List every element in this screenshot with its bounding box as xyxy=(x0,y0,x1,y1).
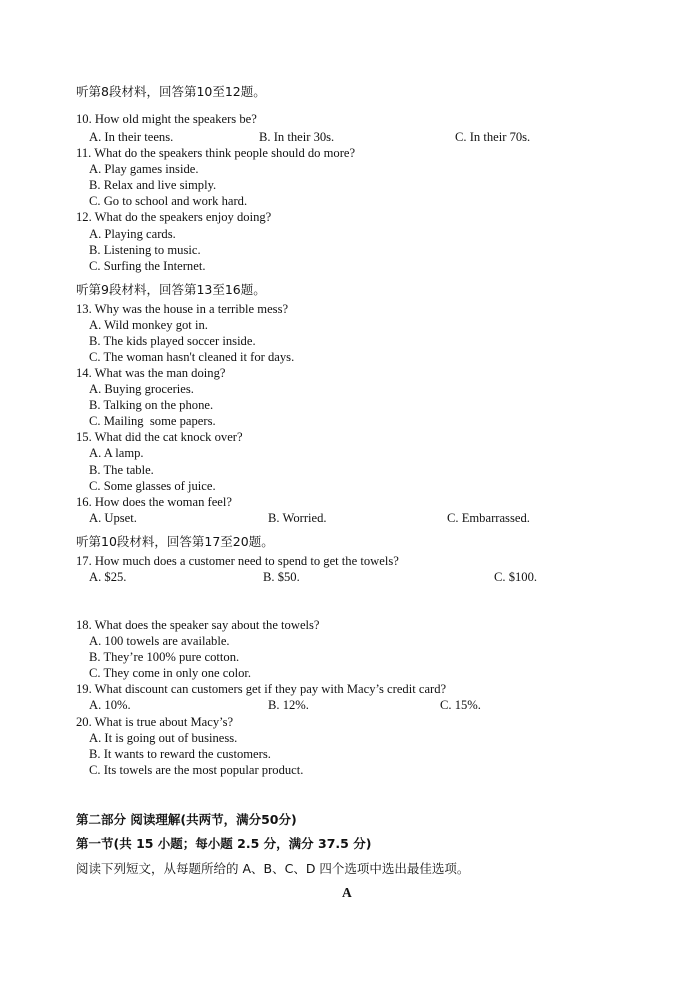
question-stem: 20. What is true about Macy’s? xyxy=(76,715,234,729)
option-b: B. Talking on the phone. xyxy=(89,398,214,412)
option-a: A. Buying groceries. xyxy=(89,382,194,396)
part-title: 第二部分 阅读理解(共两节，满分50分) xyxy=(76,812,297,827)
option-b: B. In their 30s. xyxy=(259,130,335,144)
question-stem: 12. What do the speakers enjoy doing? xyxy=(76,210,272,224)
option-b: B. Relax and live simply. xyxy=(89,178,217,192)
question-stem: 19. What discount can customers get if they pay with Macy’s credit card? xyxy=(76,682,447,696)
option-b: B. Worried. xyxy=(268,511,327,525)
option-b: B. The table. xyxy=(89,463,154,477)
option-c: C. Its towels are the most popular product. xyxy=(89,763,304,777)
option-b: B. Listening to music. xyxy=(89,243,201,257)
option-c: C. In their 70s. xyxy=(455,130,531,144)
option-b: B. It wants to reward the customers. xyxy=(89,747,271,761)
part-instruction: 阅读下列短文，从每题所给的 A、B、C、D 四个选项中选出最佳选项。 xyxy=(76,861,470,876)
question-stem: 14. What was the man doing? xyxy=(76,366,226,380)
option-c: C. 15%. xyxy=(440,698,481,712)
question-stem: 15. What did the cat knock over? xyxy=(76,430,243,444)
option-b: B. 12%. xyxy=(268,698,309,712)
question-stem: 11. What do the speakers think people should do more? xyxy=(76,146,356,160)
option-a: A. 10%. xyxy=(89,698,131,712)
question-stem: 17. How much does a customer need to spend to get the towels? xyxy=(76,554,399,568)
question-stem: 18. What does the speaker say about the towels? xyxy=(76,618,320,632)
option-a: A. In their teens. xyxy=(89,130,174,144)
option-a: A. $25. xyxy=(89,570,127,584)
option-c: C. Mailing some papers. xyxy=(89,414,216,428)
option-a: A. Upset. xyxy=(89,511,137,525)
option-a: A. 100 towels are available. xyxy=(89,634,230,648)
option-c: C. Surfing the Internet. xyxy=(89,259,206,273)
option-b: B. They’re 100% pure cotton. xyxy=(89,650,240,664)
section-heading: 听第9段材料，回答第13至16题。 xyxy=(76,282,266,297)
part-subtitle: 第一节(共 15 小题；每小题 2.5 分，满分 37.5 分) xyxy=(76,836,372,851)
option-a: A. Wild monkey got in. xyxy=(89,318,208,332)
section-heading: 听第8段材料，回答第10至12题。 xyxy=(76,84,266,99)
passage-label: A xyxy=(342,885,352,900)
question-stem: 10. How old might the speakers be? xyxy=(76,112,257,126)
option-c: C. $100. xyxy=(494,570,538,584)
option-a: A. Play games inside. xyxy=(89,162,199,176)
option-a: A. A lamp. xyxy=(89,446,144,460)
option-a: A. Playing cards. xyxy=(89,227,176,241)
option-c: C. The woman hasn't cleaned it for days. xyxy=(89,350,295,364)
option-c: C. Some glasses of juice. xyxy=(89,479,216,493)
question-stem: 13. Why was the house in a terrible mess? xyxy=(76,302,289,316)
option-a: A. It is going out of business. xyxy=(89,731,238,745)
section-heading: 听第10段材料，回答第17至20题。 xyxy=(76,534,274,549)
option-c: C. Go to school and work hard. xyxy=(89,194,248,208)
question-stem: 16. How does the woman feel? xyxy=(76,495,232,509)
option-c: C. Embarrassed. xyxy=(447,511,530,525)
option-c: C. They come in only one color. xyxy=(89,666,252,680)
option-b: B. The kids played soccer inside. xyxy=(89,334,256,348)
option-b: B. $50. xyxy=(263,570,300,584)
